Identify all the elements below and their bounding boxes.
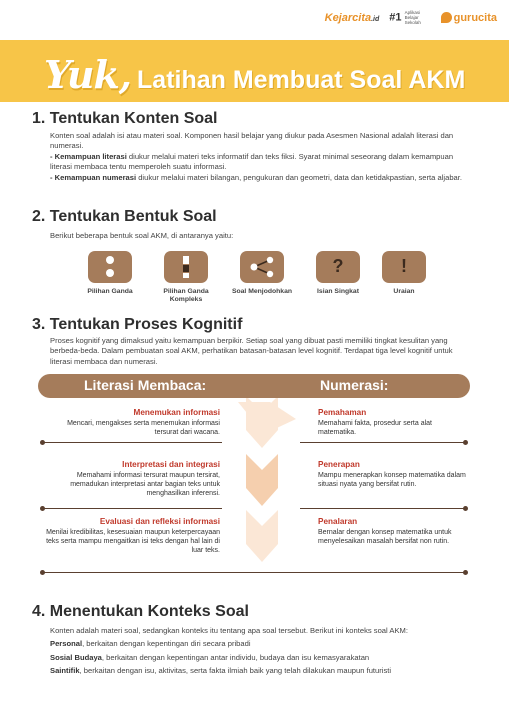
section-2-heading: 2. Tentukan Bentuk Soal [32, 208, 217, 225]
numerasi-level-2: Penerapan Mampu menerapkan konsep matematika dalam situasi nyata yang bersifat rutin. [318, 460, 466, 488]
section-1-intro: Konten soal adalah isi atau materi soal. Komponen hasil belajar yang diukur pada Asesmen Nasional adalah literasi dan numerasi. [50, 131, 454, 151]
section-1-text [50, 131, 470, 183]
literasi-header: Literasi Membaca: [84, 377, 207, 393]
divider-line [42, 508, 222, 509]
literasi-level-1: Menemukan informasi Mencari, mengakses serta menemukan informasi tersurat dari wacana. [67, 408, 220, 436]
diagram-header [38, 374, 470, 398]
question-type-isian-singkat: ? Isian Singkat [302, 251, 374, 296]
question-type-icons [72, 251, 452, 311]
question-icon: ? [316, 251, 360, 283]
bars-icon [164, 251, 208, 283]
section-4-heading: 4. Menentukan Konteks Soal [32, 603, 249, 620]
connect-icon [240, 251, 284, 283]
divider-dot [463, 570, 468, 575]
kejarcita-logo: Kejarcita.id [324, 11, 380, 24]
context-sosial-budaya: Sosial Budaya, berkaitan dengan kepentingan antar individu, budaya dan isu kemasyarakatan [50, 652, 370, 662]
cognitive-levels-diagram [38, 374, 470, 580]
page-title [44, 52, 465, 97]
numerasi-level-1: Pemahaman Memahami fakta, prosedur serta alat matematika. [318, 408, 432, 436]
section-3-intro: Proses kognitif yang dimaksud yaitu kemampuan berpikir. Setiap soal yang dibuat pasti memiliki tingkat kesulitan yang berbeda-beda. Dalam pembuatan soal AKM, perhatikan batasan-batasan level kognitif. Terdapat tiga level kognitif untuk literasi membaca dan numerasi. [50, 336, 453, 366]
literasi-level-2: Interpretasi dan integrasi Memahami informasi tersurat maupun tersirat, memadukan interpretasi antar bagian teks untuk menghasilkan inferensi. [70, 460, 220, 497]
divider-dot [40, 440, 45, 445]
rank-badge: #1 Aplikasi Belajar Sekolah [389, 10, 421, 25]
context-personal: Personal, berkaitan dengan kepentingan diri secara pribadi [50, 639, 251, 649]
section-2-intro: Berikut beberapa bentuk soal AKM, di antaranya yaitu: [50, 231, 234, 240]
numerasi-header: Numerasi: [320, 377, 389, 393]
divider-dot [40, 570, 45, 575]
title-yuk: Yuk, [44, 52, 132, 97]
divider-line [300, 508, 466, 509]
divider-line [300, 442, 466, 443]
numerasi-bullet: - Kemampuan numerasi diukur melalui materi bilangan, pengukuran dan geometri, data dan ketidakpastian, serta aljabar. [50, 172, 462, 182]
divider-dot [40, 506, 45, 511]
literasi-level-3: Evaluasi dan refleksi informasi Menilai kredibilitas, kesesuaian maupun keterpercayaan teks serta mampu mengaitkan isi teks dengan hal lain di luar teks. [46, 517, 220, 554]
numerasi-level-3: Penalaran Bernalar dengan konsep matematika untuk menyelesaikan masalah bersifat non rutin. [318, 517, 452, 545]
two-dots-icon [88, 251, 132, 283]
literasi-bullet: - Kemampuan literasi diukur melalui materi teks informatif dan teks fiksi. Syarat minimal seseorang dalam kemampuan literasi membaca tentu memperoleh suatu informasi. [50, 151, 454, 172]
divider-dot [463, 440, 468, 445]
gurucita-mark-icon [441, 12, 452, 23]
divider-line [42, 442, 222, 443]
question-type-pilihan-ganda-kompleks: Pilihan Ganda Kompleks [150, 251, 222, 304]
section-1-heading: 1. Tentukan Konten Soal [32, 110, 218, 127]
context-saintifik: Saintifik, berkaitan dengan isu, aktivitas, serta fakta ilmiah baik yang telah dilakukan maupun futuristi [50, 666, 392, 676]
question-type-uraian: ! Uraian [368, 251, 440, 296]
gurucita-logo: gurucita [441, 12, 497, 24]
diagram-bottom-line [42, 572, 466, 573]
top-bar [0, 0, 509, 36]
section-4-intro: Konten adalah materi soal, sedangkan konteks itu tentang apa soal tersebut. Berikut ini konteks soal AKM: [50, 626, 408, 635]
question-type-pilihan-ganda: Pilihan Ganda [74, 251, 146, 296]
divider-dot [463, 506, 468, 511]
exclamation-icon: ! [382, 251, 426, 283]
title-main: Latihan Membuat Soal AKM [137, 66, 466, 94]
section-4-text [50, 626, 470, 677]
question-type-soal-menjodohkan: Soal Menjodohkan [226, 251, 298, 296]
section-3-heading: 3. Tentukan Proses Kognitif [32, 316, 243, 333]
logo-group [325, 10, 497, 25]
